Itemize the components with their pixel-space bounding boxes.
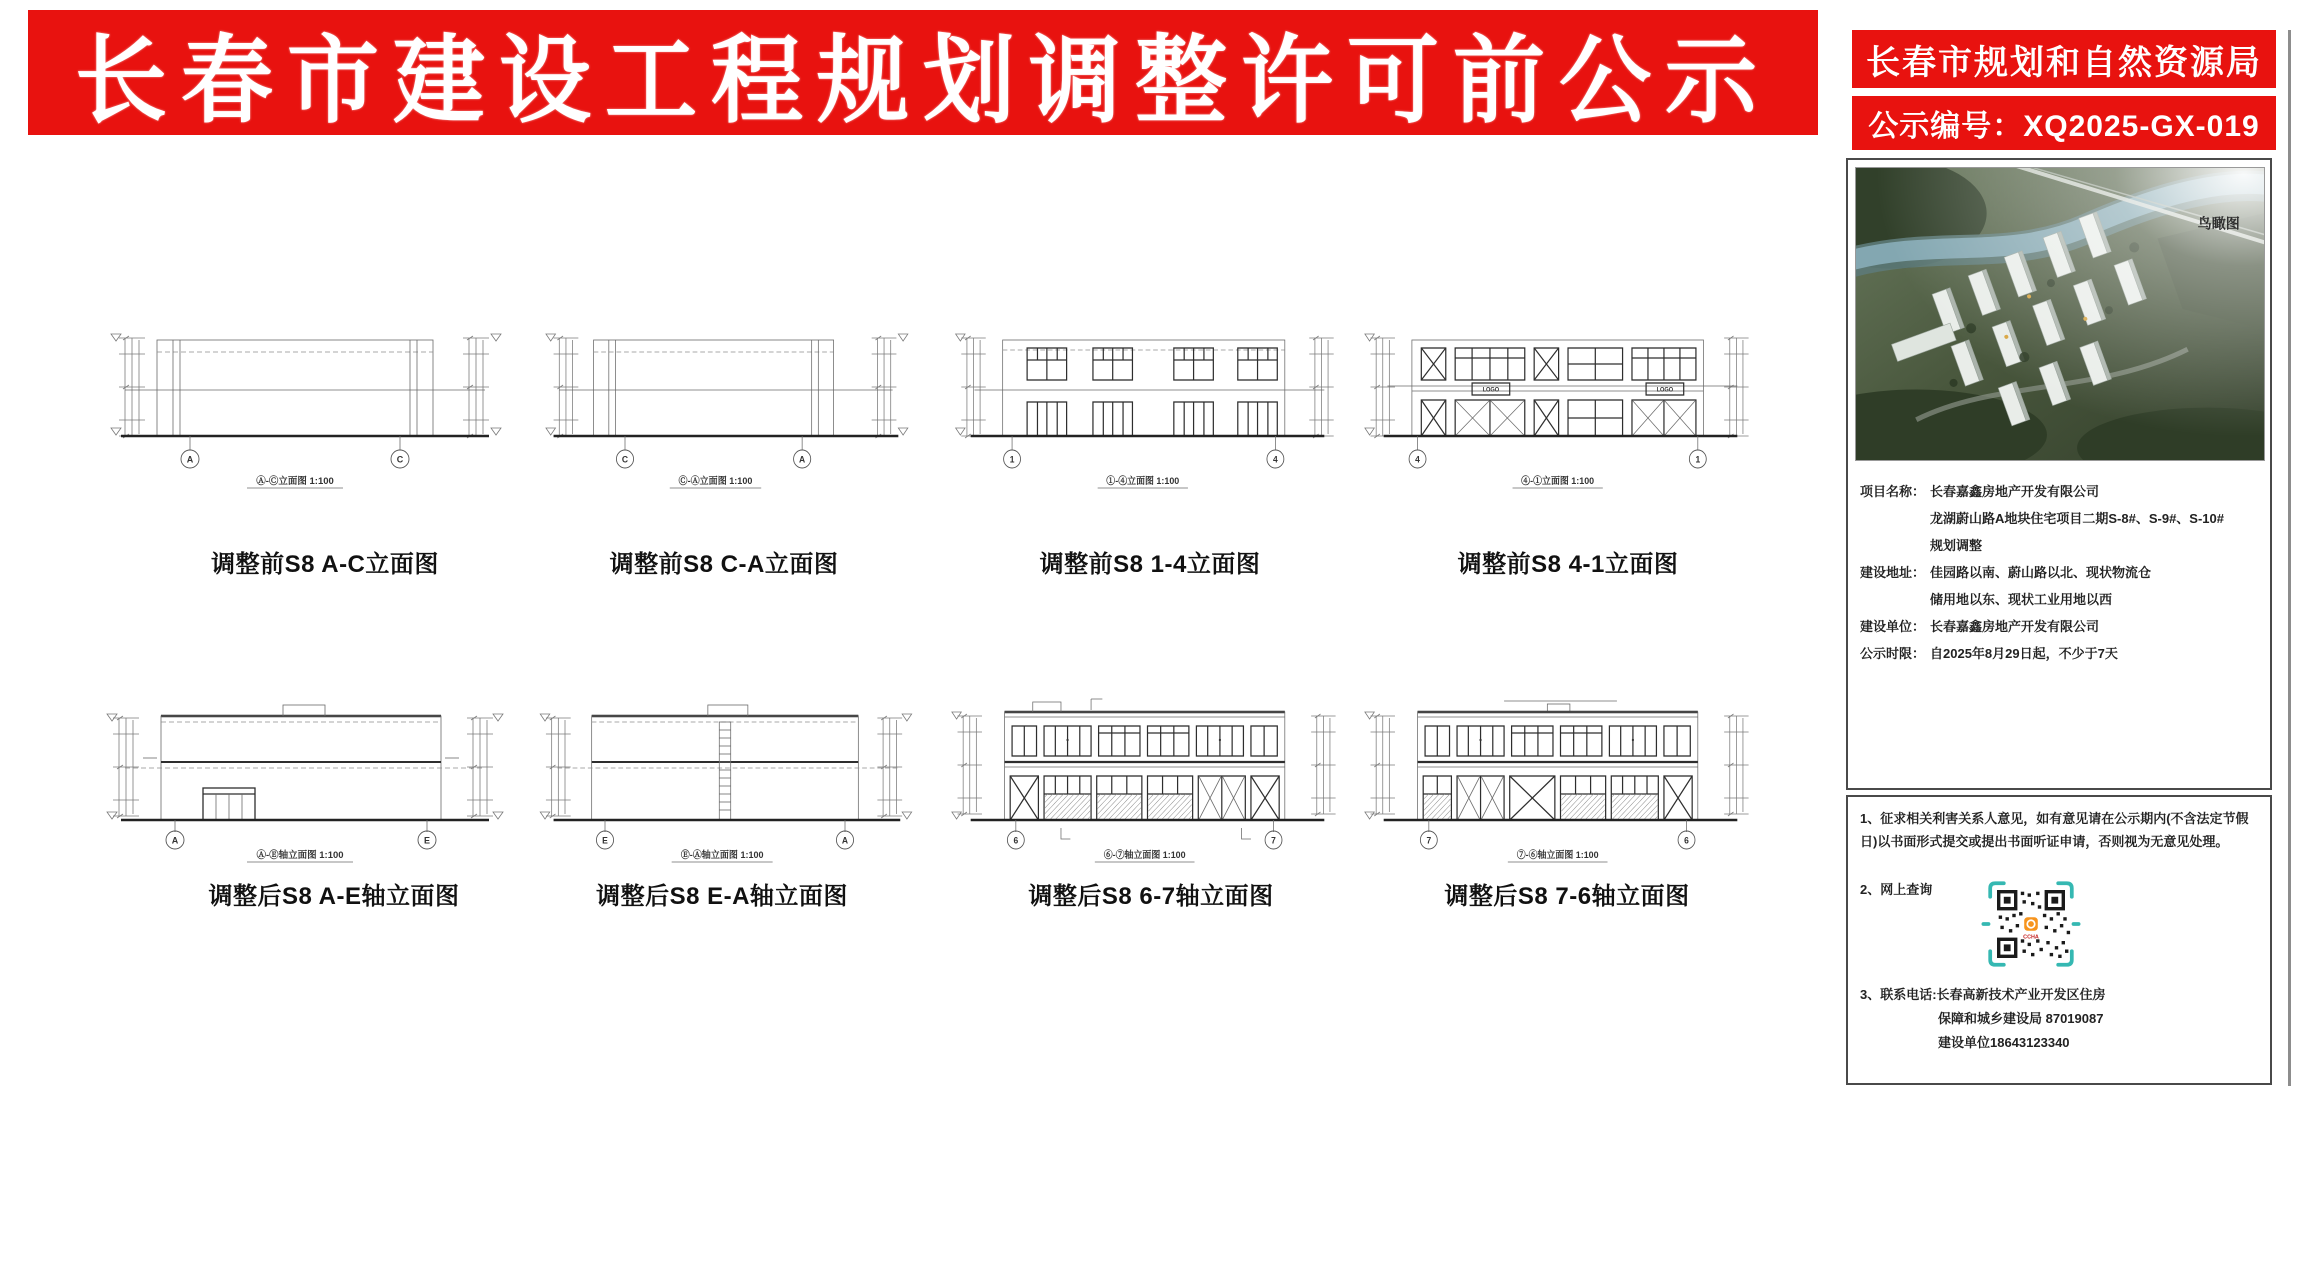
note-3-line: 建设单位18643123340 (1938, 1035, 2070, 1050)
axis-label: C (396, 454, 404, 465)
qr-code (1980, 873, 2082, 975)
info-value: 自2025年8月29日起，不少于7天 (1930, 646, 2118, 661)
drawing-caption-1: 调整前S8 A-C立面图 (211, 551, 439, 578)
axis-label: 1 (1009, 454, 1015, 465)
notice-number: 公示编号：XQ2025-GX-019 (1868, 110, 2260, 143)
logo-sign: LOGO (1482, 387, 1500, 394)
notes-box (1846, 795, 2272, 1085)
info-value: 规划调整 (1930, 538, 1983, 553)
axis-label: C (621, 454, 629, 465)
bureau-name: 长春市规划和自然资源局 (1866, 43, 2262, 82)
drawing-subtitle: ⑦-⑥轴立面图 1:100 (1516, 849, 1599, 861)
axis-label: 1 (1695, 454, 1701, 465)
right-edge-rule (2288, 30, 2291, 1086)
logo-sign: LOGO (1656, 387, 1674, 394)
project-info (1860, 478, 2262, 667)
note-3-line: 保障和城乡建设局 87019087 (1938, 1011, 2104, 1026)
drawing-caption-2: 调整前S8 C-A立面图 (609, 551, 839, 578)
drawing-subtitle: Ⓔ-Ⓐ轴立面图 1:100 (680, 849, 764, 861)
aerial-image (1855, 167, 2265, 461)
info-value: 长春嘉鑫房地产开发有限公司 (1930, 619, 2100, 634)
elevation-drawing-7 (950, 688, 1345, 866)
info-value: 储用地以东、现状工业用地以西 (1930, 592, 2113, 607)
axis-label: 4 (1415, 454, 1420, 465)
note-3 (1860, 983, 2106, 1055)
axis-label: 7 (1271, 835, 1276, 846)
elevation-drawing-2 (525, 300, 925, 495)
axis-label: E (602, 835, 608, 846)
elevation-drawing-8 (1363, 688, 1758, 866)
drawing-caption-5: 调整后S8 A-E轴立面图 (208, 883, 460, 910)
axis-label: 4 (1273, 454, 1278, 465)
bureau-bar (1852, 30, 2276, 88)
drawing-subtitle: Ⓒ-Ⓐ立面图 1:100 (678, 475, 753, 487)
project-info-box (1846, 158, 2272, 790)
drawing-subtitle: ①-④立面图 1:100 (1106, 475, 1180, 487)
info-label: 公示时限： (1860, 646, 1926, 661)
elevation-drawing-4 (1363, 300, 1758, 495)
drawing-subtitle: Ⓐ-Ⓔ轴立面图 1:100 (256, 850, 344, 861)
axis-label: A (186, 454, 194, 465)
info-label: 建设地址： (1860, 565, 1926, 580)
info-value: 长春嘉鑫房地产开发有限公司 (1930, 484, 2100, 499)
elevation-drawing-6 (525, 688, 925, 866)
elevation-drawing-3 (950, 300, 1345, 495)
info-label: 项目名称： (1860, 484, 1926, 499)
info-value: 龙湖蔚山路A地块住宅项目二期S-8#、S-9#、S-10# (1930, 511, 2224, 526)
aerial-label: 鸟瞰图 (2197, 215, 2240, 232)
qr-center-label: CCHA (2023, 934, 2039, 941)
drawing-caption-4: 调整前S8 4-1立面图 (1457, 551, 1679, 578)
banner (28, 10, 1818, 135)
drawing-caption-8: 调整后S8 7-6轴立面图 (1444, 883, 1690, 910)
note-2: 2、网上查询 (1860, 882, 1933, 897)
banner-title: 长春市建设工程规划调整许可前公示 (74, 27, 1771, 134)
axis-label: E (423, 835, 431, 846)
elevation-drawing-5 (95, 688, 515, 866)
drawing-caption-6: 调整后S8 E-A轴立面图 (596, 883, 848, 910)
axis-label: A (799, 454, 806, 465)
axis-label: A (171, 835, 179, 846)
notice-number-bar (1852, 96, 2276, 150)
elevation-drawing-1 (95, 300, 515, 495)
drawing-caption-3: 调整前S8 1-4立面图 (1039, 551, 1261, 578)
axis-label: 7 (1426, 835, 1432, 846)
drawing-caption-7: 调整后S8 6-7轴立面图 (1028, 883, 1274, 910)
drawing-subtitle: Ⓐ-Ⓒ立面图 1:100 (256, 476, 334, 487)
aerial-rendering (1856, 168, 2264, 460)
note-3-line: 3、联系电话:长春高新技术产业开发区住房 (1860, 987, 2106, 1002)
axis-label: 6 (1684, 835, 1689, 846)
info-label: 建设单位： (1860, 619, 1926, 634)
drawing-subtitle: ④-①立面图 1:100 (1521, 475, 1595, 487)
axis-label: 6 (1013, 835, 1019, 846)
qr-code-graphic (1980, 873, 2082, 975)
drawing-subtitle: ⑥-⑦轴立面图 1:100 (1103, 849, 1186, 861)
note-1: 1、征求相关利害关系人意见，如有意见请在公示期内(不含法定节假日)以书面形式提交或提出书面听证申请，否则视为无意见处理。 (1860, 811, 2249, 849)
info-value: 佳园路以南、蔚山路以北、现状物流仓 (1930, 565, 2152, 580)
axis-label: A (841, 835, 849, 846)
